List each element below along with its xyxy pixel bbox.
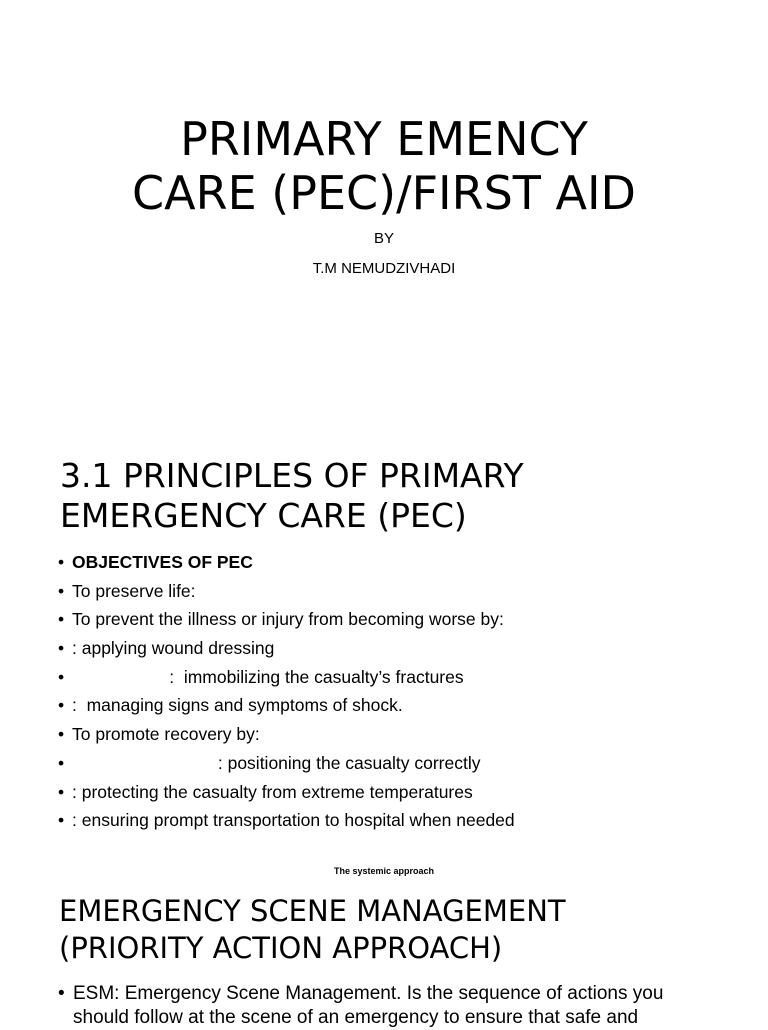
bullet-icon: • — [58, 695, 65, 716]
bullet-icon: • — [58, 666, 65, 687]
list-item: • : immobilizing the casualty’s fractures — [58, 663, 515, 692]
slide2-title — [60, 456, 524, 536]
slide3-title-line1: EMERGENCY SCENE MANAGEMENT — [59, 894, 566, 928]
bullet-icon: • — [58, 752, 65, 773]
slide1-author: T.M NEMUDZIVHADI — [312, 260, 456, 277]
list-item: • To preserve life: — [58, 577, 515, 606]
list-item: • : ensuring prompt transportation to hospital when needed — [58, 806, 515, 835]
list-item: • : managing signs and symptoms of shock. — [58, 691, 515, 720]
slide1-title-line2: CARE (PEC)/FIRST AID — [132, 166, 636, 220]
list-item: • To prevent the illness or injury from becoming worse by: — [58, 605, 515, 634]
slide1-title-line1: PRIMARY EMENCY — [180, 112, 588, 166]
bullet-icon: • — [58, 724, 65, 745]
list-item: • : applying wound dressing — [58, 634, 515, 663]
bullet-icon: • — [58, 609, 65, 630]
slide1-by: BY — [373, 230, 394, 247]
esm-text: ESM: Emergency Scene Management. Is the sequence of actions you should follow at the scene of an emergency to ensure that safe and — [73, 983, 664, 1028]
bullet-icon: • — [58, 552, 65, 572]
slide2-title-line2: EMERGENCY CARE (PEC) — [60, 496, 467, 535]
bullet-icon: • — [58, 983, 65, 1004]
slide1-title — [0, 112, 768, 220]
list-item: • : protecting the casualty from extreme temperatures — [58, 778, 515, 807]
slide2-title-line1: 3.1 PRINCIPLES OF PRIMARY — [60, 456, 524, 495]
objectives-list — [58, 548, 515, 835]
bullet-icon: • — [58, 580, 65, 601]
list-item: • OBJECTIVES OF PEC — [58, 548, 515, 577]
slide3-title-line2: (PRIORITY ACTION APPROACH) — [59, 931, 503, 965]
list-item: • To promote recovery by: — [58, 720, 515, 749]
bullet-icon: • — [58, 810, 65, 831]
list-item: • : positioning the casualty correctly — [58, 749, 515, 778]
slide3-title — [59, 893, 566, 967]
bullet-icon: • — [58, 638, 65, 659]
esm-bullet — [58, 982, 723, 1030]
caption: The systemic approach — [333, 866, 435, 876]
bullet-icon: • — [58, 781, 65, 802]
